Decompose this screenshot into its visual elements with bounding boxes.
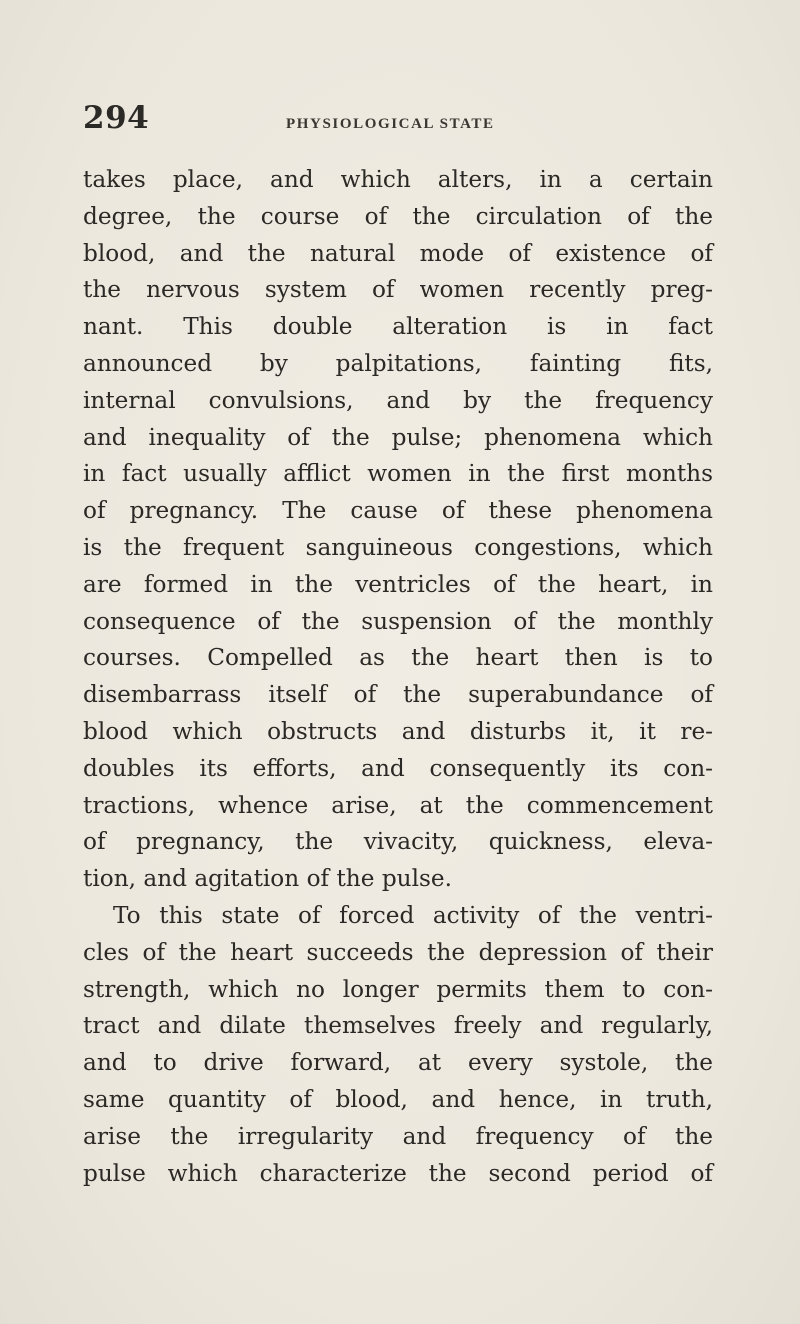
text-line: cles of the heart succeeds the depression of their — [83, 938, 713, 966]
text-line: and inequality of the pulse; phenomena which — [83, 423, 713, 451]
text-line: is the frequent sanguineous congestions, which — [83, 533, 713, 561]
text-line: blood which obstructs and disturbs it, it re- — [83, 717, 713, 745]
text-line: and to drive forward, at every systole, the — [83, 1049, 713, 1077]
text-line: announced by palpitations, fainting fits, — [83, 349, 713, 377]
text-line: tractions, whence arise, at the commencement — [83, 791, 713, 819]
text-line: nant. This double alteration is in fact — [83, 313, 713, 341]
text-line: tion, and agitation of the pulse. — [83, 865, 453, 893]
text-line: tract and dilate themselves freely and regularly, — [83, 1012, 713, 1040]
page-header — [83, 100, 723, 140]
paragraph-2 — [83, 898, 713, 1192]
text-line: courses. Compelled as the heart then is to — [83, 644, 713, 672]
text-line: the nervous system of women recently preg- — [83, 276, 713, 304]
text-line: takes place, and which alters, in a certain — [83, 166, 713, 193]
text-line: pulse which characterize the second period of — [83, 1159, 713, 1187]
text-line: of pregnancy. The cause of these phenomena — [83, 497, 713, 525]
running-head: PHYSIOLOGICAL STATE — [286, 116, 495, 132]
text-line: same quantity of blood, and hence, in truth, — [83, 1085, 713, 1113]
page-number: 294 — [83, 100, 150, 136]
paragraph-1 — [83, 162, 713, 898]
text-line: in fact usually afflict women in the first months — [83, 460, 713, 488]
text-line: of pregnancy, the vivacity, quickness, eleva- — [83, 828, 713, 856]
text-line: doubles its efforts, and consequently its con- — [83, 754, 713, 782]
text-line: strength, which no longer permits them to con- — [83, 975, 713, 1003]
text-line: blood, and the natural mode of existence of — [83, 239, 713, 267]
text-line: consequence of the suspension of the monthly — [83, 607, 713, 635]
text-line: disembarrass itself of the superabundance of — [83, 681, 713, 709]
text-line: To this state of forced activity of the ventri- — [113, 901, 713, 929]
text-line: degree, the course of the circulation of the — [83, 202, 713, 230]
text-line: internal convulsions, and by the frequency — [83, 386, 713, 414]
body-text — [83, 162, 713, 1192]
text-line: are formed in the ventricles of the heart, in — [83, 570, 713, 598]
text-line: arise the irregularity and frequency of the — [83, 1122, 713, 1150]
